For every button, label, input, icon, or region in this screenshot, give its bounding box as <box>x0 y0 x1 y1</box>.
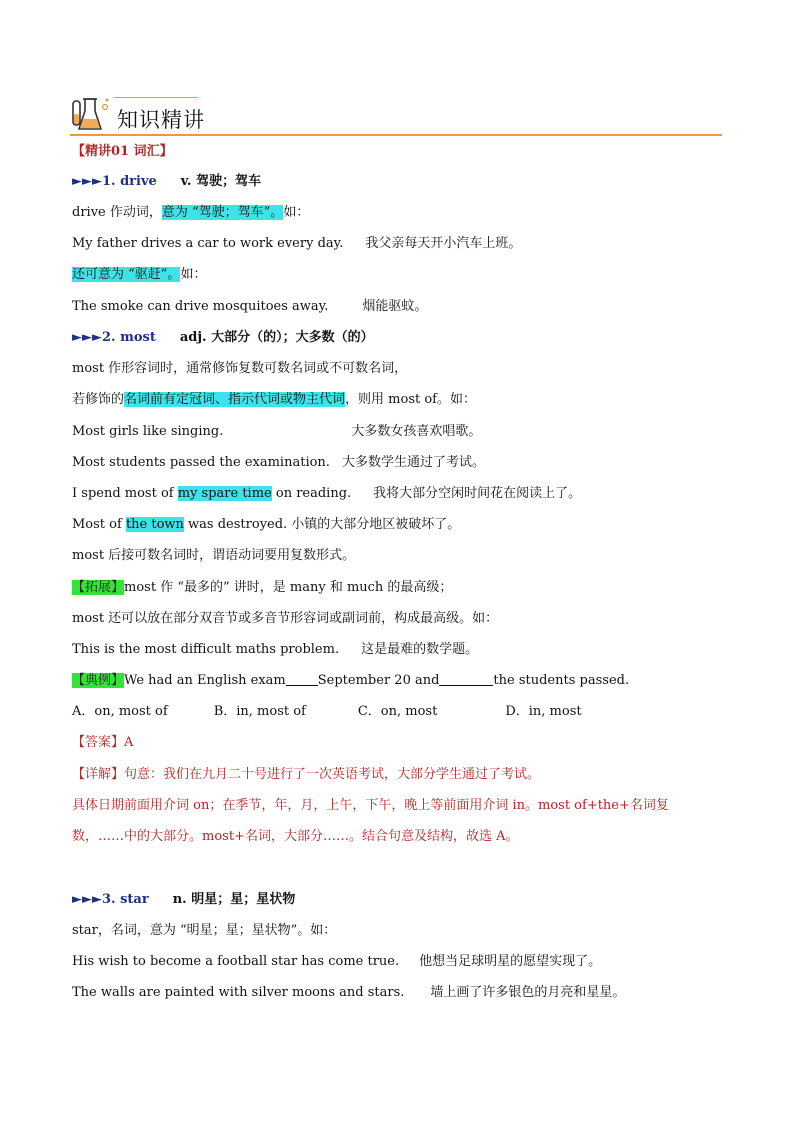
entry-heading-star <box>72 891 295 909</box>
drive-description: drive 作动词，意为 “驾驶；驾车”。如： <box>72 205 310 220</box>
option-c: C．on, most <box>357 704 438 719</box>
example-line: Most girls like singing. 大多数女孩喜欢唱歌。 <box>72 424 482 439</box>
options-line <box>72 703 582 721</box>
example-line: This is the most difficult maths problem. 这是最难的数学题。 <box>72 642 479 657</box>
answer-blank <box>439 673 493 686</box>
option-d: D．in, most <box>505 704 582 719</box>
header-rule <box>70 134 722 136</box>
extension-line: 【拓展】most 作 “最多的” 讲时，是 many 和 much 的最高级； <box>72 580 453 595</box>
entry-head: ►►►1. drive <box>72 174 157 189</box>
example-line: Most students passed the examination. 大多数学生通过了考试。 <box>72 455 485 470</box>
highlight: 意为 “驾驶；驾车”。 <box>161 205 284 220</box>
example-line: My father drives a car to work every day. 我父亲每天开小汽车上班。 <box>72 236 522 251</box>
highlight: my spare time <box>177 486 272 501</box>
example-line: The smoke can drive mosquitoes away. 烟能驱蚊。 <box>72 299 428 314</box>
answer-blank <box>286 673 318 686</box>
example-line: His wish to become a football star has come true. 他想当足球明星的愿望实现了。 <box>72 954 602 969</box>
example-line: Most of the town was destroyed. 小镇的大部分地区被破坏了。 <box>72 517 461 532</box>
detail-tag: 【详解】 <box>72 767 125 782</box>
example-line: I spend most of my spare time on reading. 我将大部分空闲时间花在阅读上了。 <box>72 486 582 501</box>
detail-line: 数，……中的大部分。most+名词，大部分……。结合句意及结构，故选 A。 <box>72 829 519 844</box>
option-a: A．on, most of <box>72 704 168 719</box>
most-rule-2: 若修饰的名词前有定冠词、指示代词或物主代词，则用 most of。如： <box>72 392 476 407</box>
extension-tag: 【拓展】 <box>72 580 125 595</box>
entry-head: ►►►2. most <box>72 330 156 345</box>
answer-line: 【答案】A <box>72 735 134 750</box>
entry-pos: v. 驾驶；驾车 <box>180 174 262 189</box>
entry-heading-most <box>72 329 374 347</box>
example-tag: 【典例】 <box>72 673 125 688</box>
most-rule-1: most 作形容词时，通常修饰复数可数名词或不可数名词， <box>72 361 408 376</box>
flask-icon <box>70 95 112 133</box>
section-label: 【精讲01 词汇】 <box>72 144 173 159</box>
star-description: star，名词，意为 “明星；星；星状物”。如： <box>72 923 337 938</box>
highlight: 名词前有定冠词、指示代词或物主代词 <box>124 392 346 407</box>
example-line: The walls are painted with silver moons and stars. 墙上画了许多银色的月亮和星星。 <box>72 985 626 1000</box>
entry-pos: n. 明星；星；星状物 <box>172 892 296 907</box>
most-rule-4: most 还可以放在部分双音节或多音节形容词或副词前，构成最高级。如： <box>72 611 499 626</box>
question-line: 【典例】We had an English exam September 20 and the students passed. <box>72 673 630 688</box>
header-top-line <box>114 97 198 98</box>
entry-heading-drive <box>72 173 261 191</box>
page-title: 知识精讲 <box>117 108 205 132</box>
highlight: the town <box>125 517 184 532</box>
option-b: B．in, most of <box>213 704 306 719</box>
entry-pos: adj. 大部分（的）；大多数（的） <box>179 330 374 345</box>
most-rule-3: most 后接可数名词时，谓语动词要用复数形式。 <box>72 548 356 563</box>
drive-also-meaning: 还可意为 “驱赶”。如： <box>72 267 207 282</box>
entry-head: ►►►3. star <box>72 892 149 907</box>
detail-line: 【详解】句意：我们在九月二十号进行了一次英语考试，大部分学生通过了考试。 <box>72 767 541 782</box>
detail-line: 具体日期前面用介词 on；在季节，年，月，上午，下午，晚上等前面用介词 in。most of+the+名词复 <box>72 798 669 813</box>
highlight: 还可意为 “驱赶”。 <box>72 267 181 282</box>
